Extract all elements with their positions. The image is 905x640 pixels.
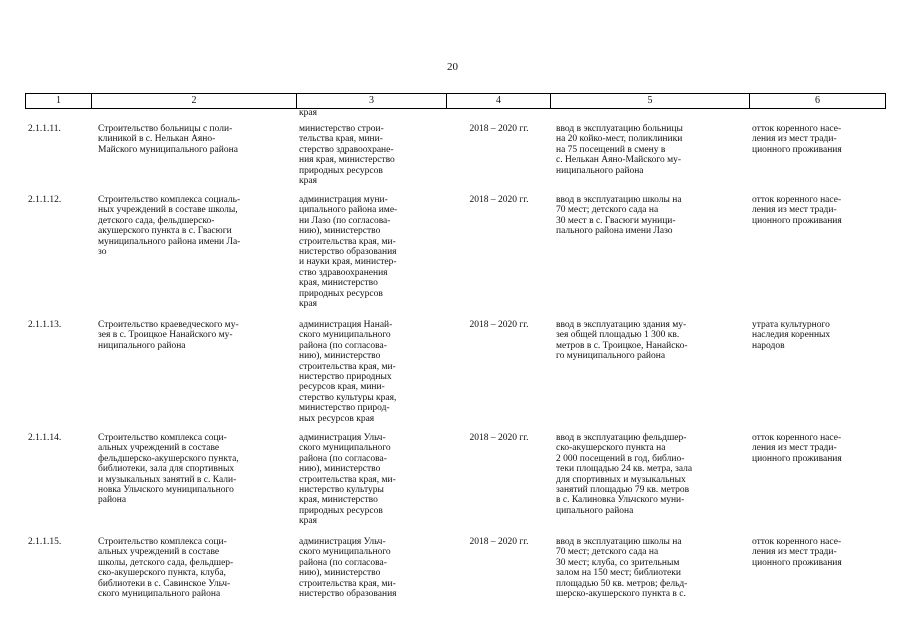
row-description: Строительство краеведческого му- зея в с. Троицкое Нанайского му- ниципального района [98, 320, 239, 351]
row-period: 2018 – 2020 гг. [469, 320, 529, 330]
row-result: ввод в эксплуатацию школы на 70 мест; детского сада на 30 мест; клуба, со зрительным залом на 150 мест; библиотеки площадью 50 кв. метров; фельд- шерско-акушерского пункта в с. [556, 537, 688, 600]
header-column-6: 6 [815, 95, 820, 106]
row-result: ввод в эксплуатацию школы на 70 мест; детского сада на 30 мест в с. Гвасюги муници- пального района имени Лазо [556, 195, 682, 237]
row-risk: отток коренного насе- ления из мест тради- ционного проживания [752, 537, 842, 568]
header-column-2: 2 [92, 94, 297, 108]
row-executor: администрация муни- ципального района име- ни Лазо (по согласова- нию), министерство строительства края, ми- нистерство образования и науки края, министер- ство здравоохранения края, министерство природных ресурсов края [299, 195, 398, 310]
page-number: 20 [447, 61, 458, 73]
row-risk: отток коренного насе- ления из мест тради- ционного проживания [752, 195, 842, 226]
row-executor: администрация Ульч- ского муниципального района (по согласова- нию), министерство строительства края, ми- нистерство образования [299, 537, 397, 600]
row-period: 2018 – 2020 гг. [469, 433, 529, 443]
row-description: Строительство комплекса социаль- ных учреждений в составе школы, детского сада, фельдшерско- акушерского пункта в с. Гвасюги муниципального района имени Ла- зо [98, 195, 241, 258]
row-executor: администрация Нанай- ского муниципального района (по согласова- нию), министерство строительства края, ми- нистерство природных ресурсов края, мини- стерство культуры края, министерство природ- ных ресурсов края [299, 320, 397, 424]
row-result: ввод в эксплуатацию здания му- зея общей площадью 1 300 кв. метров в с. Троицкое, Нанайско- го муниципального района [556, 320, 688, 362]
header-column-1: 1 [26, 94, 92, 108]
row-period: 2018 – 2020 гг. [469, 537, 529, 547]
row-description: Строительство больницы с поли- клиникой в с. Нелькан Аяно- Майского муниципального района [98, 124, 238, 155]
row-result: ввод в эксплуатацию больницы на 20 койко-мест, поликлиники на 75 посещений в смену в с. Нелькан Аяно-Майского му- ниципального района [556, 124, 683, 176]
row-number: 2.1.1.12. [28, 195, 62, 205]
header-column-5: 5 [551, 94, 750, 108]
row-risk: отток коренного насе- ления из мест тради- ционного проживания [752, 433, 842, 464]
row-description: Строительство комплекса соци- альных учреждений в составе школы, детского сада, фельдшер- ско-акушерского пункта, клуба, библиотеки в с. Савинское Ульч- ского муниципального района [98, 537, 234, 600]
table-header-row [25, 93, 886, 109]
header-column-4: 4 [447, 94, 551, 108]
row-risk: утрата культурного наследия коренных народов [752, 320, 831, 351]
row-number: 2.1.1.11. [28, 124, 61, 134]
row-period: 2018 – 2020 гг. [469, 195, 529, 205]
row-description: Строительство комплекса соци- альных учреждений в составе фельдшерско-акушерского пункта, библиотеки, зала для спортивных и музыкальных занятий в с. Кали- новка Ульчского муниципального района [98, 433, 239, 506]
row-result: ввод в эксплуатацию фельдшер- ско-акушерского пункта на 2 000 посещений в год, библио- теки площадью 24 кв. метра, зала для спортивных и музыкальных занятий площадью 79 кв. метров в с. Калиновка Ульчского муни- ципального района [556, 433, 693, 516]
row-number: 2.1.1.13. [28, 320, 62, 330]
row-number: 2.1.1.15. [28, 537, 62, 547]
carryover-text: края [299, 108, 317, 118]
row-executor: администрация Ульч- ского муниципального района (по согласова- нию), министерство строительства края, ми- нистерство культуры края, министерство природных ресурсов края [299, 433, 396, 527]
header-column-3: 3 [297, 94, 447, 108]
row-period: 2018 – 2020 гг. [469, 124, 529, 134]
row-risk: отток коренного насе- ления из мест тради- ционного проживания [752, 124, 842, 155]
row-number: 2.1.1.14. [28, 433, 62, 443]
row-executor: министерство строи- тельства края, мини- стерство здравоохране- ния края, министерство природных ресурсов края [299, 124, 395, 187]
